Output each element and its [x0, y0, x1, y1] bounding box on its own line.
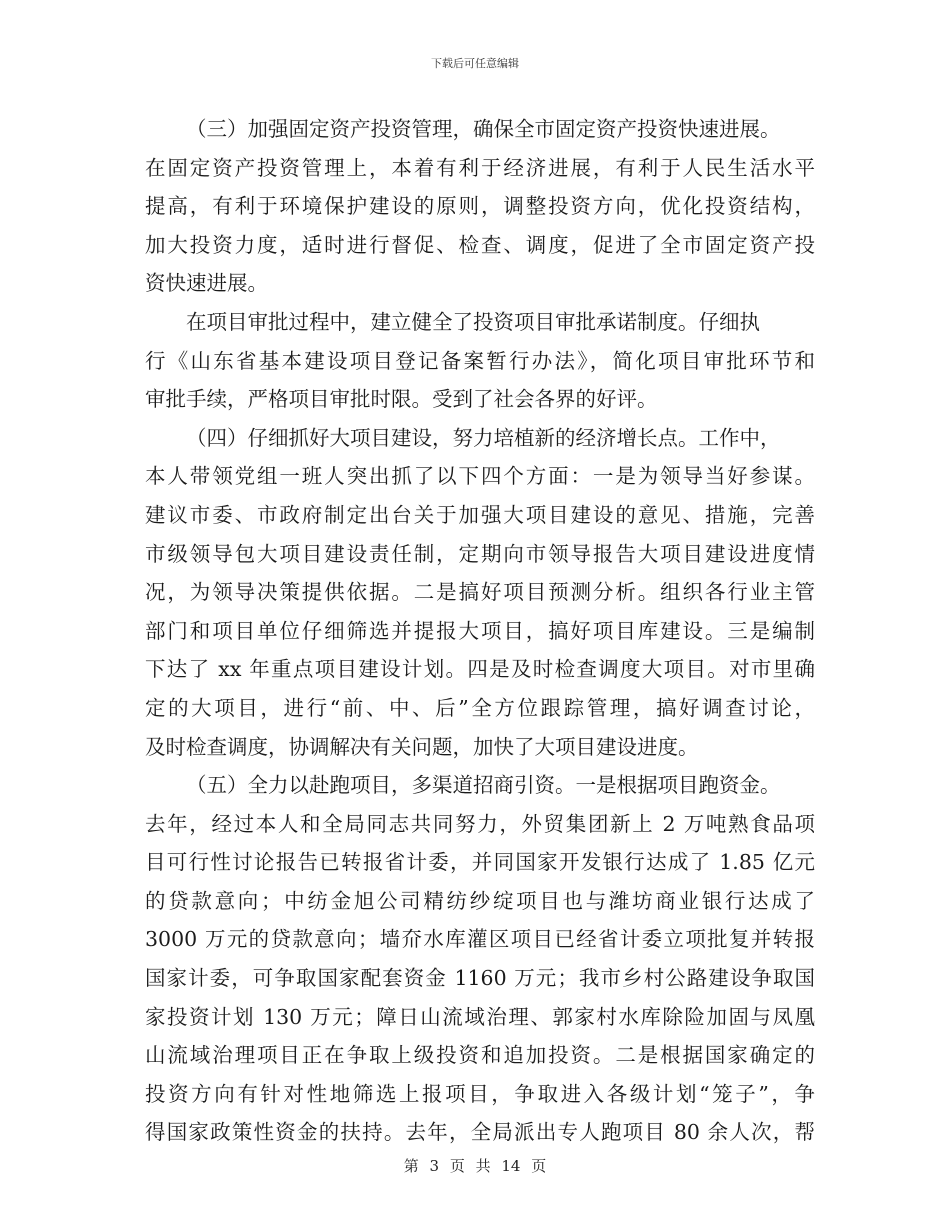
paragraph-line: 目可行性讨论报告已转报省计委，并同国家开发银行达成了 1.85 亿元: [145, 850, 815, 875]
page-number: 第 3 页 共 14 页: [403, 1157, 547, 1175]
paragraph-line: 家投资计划 130 万元；障日山流域治理、郭家村水库除险加固与凤凰: [145, 1004, 815, 1029]
paragraph-line: 3000 万元的贷款意向；墙夼水库灌区项目已经省计委立项批复并转报: [145, 927, 815, 952]
document-body: [145, 110, 815, 1152]
paragraph-line: 去年，经过本人和全局同志共同努力，外贸集团新上 2 万吨熟食品项: [145, 811, 815, 836]
paragraph-line: （五）全力以赴跑项目，多渠道招商引资。一是根据项目跑资金。: [186, 773, 781, 798]
paragraph-line: 况，为领导决策提供依据。二是搞好项目预测分析。组织各行业主管: [145, 580, 815, 605]
paragraph-line: 及时检查调度，协调解决有关问题，加快了大项目建设进度。: [145, 734, 699, 759]
paragraph-line: 投资方向有针对性地筛选上报项目，争取进入各级计划“笼子”，争: [145, 1081, 815, 1106]
paragraph-line: 行《山东省基本建设项目登记备案暂行办法》，简化项目审批环节和: [145, 348, 815, 373]
paragraph-line: 本人带领党组一班人突出抓了以下四个方面：一是为领导当好参谋。: [145, 464, 815, 489]
paragraph-line: 资快速进展。: [145, 271, 268, 296]
paragraph-line: （三）加强固定资产投资管理，确保全市固定资产投资快速进展。: [186, 117, 781, 141]
paragraph-line: 部门和项目单位仔细筛选并提报大项目，搞好项目库建设。三是编制: [145, 618, 815, 643]
header-note: 下载后可任意编辑: [431, 57, 519, 70]
paragraph-line: 在固定资产投资管理上，本着有利于经济进展，有利于人民生活水平: [145, 155, 815, 180]
paragraph-line: （四）仔细抓好大项目建设，努力培植新的经济增长点。工作中，: [186, 425, 781, 450]
paragraph-line: 山流域治理项目正在争取上级投资和追加投资。二是根据国家确定的: [145, 1043, 815, 1068]
paragraph-line: 加大投资力度，适时进行督促、检查、调度，促进了全市固定资产投: [145, 232, 815, 257]
paragraph-line: 审批手续，严格项目审批时限。受到了社会各界的好评。: [145, 387, 658, 412]
paragraph-line: 的贷款意向；中纺金旭公司精纺纱绽项目也与潍坊商业银行达成了: [145, 888, 815, 913]
paragraph-line: 在项目审批过程中，建立健全了投资项目审批承诺制度。仔细执: [186, 309, 760, 334]
paragraph-line: 市级领导包大项目建设责任制，定期向市领导报告大项目建设进度情: [145, 541, 815, 566]
paragraph-line: 定的大项目，进行“前、中、后”全方位跟踪管理，搞好调查讨论，: [145, 695, 815, 720]
paragraph-line: 国家计委，可争取国家配套资金 1160 万元；我市乡村公路建设争取国: [145, 966, 815, 991]
paragraph-line: 下达了 xx 年重点项目建设计划。四是及时检查调度大项目。对市里确: [145, 657, 815, 682]
paragraph-line: 建议市委、市政府制定出台关于加强大项目建设的意见、措施，完善: [145, 502, 815, 527]
paragraph-line: 提高，有利于环境保护建设的原则，调整投资方向，优化投资结构，: [145, 194, 815, 219]
paragraph-line: 得国家政策性资金的扶持。去年，全局派出专人跑项目 80 余人次，帮: [145, 1120, 815, 1145]
